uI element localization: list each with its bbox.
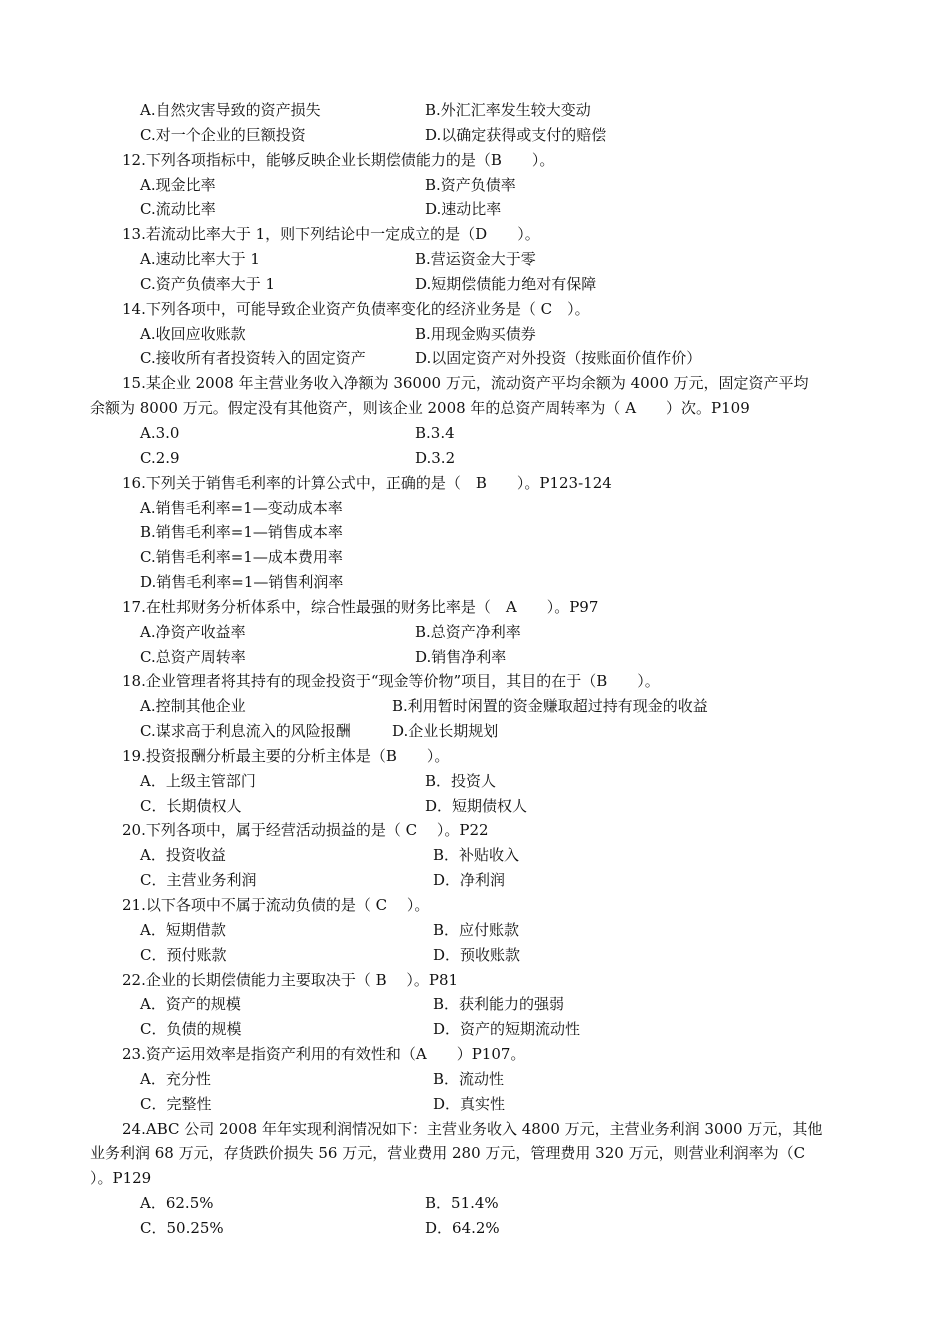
option-row [0,570,950,595]
option-a: A．短期借款 [140,920,226,939]
question-stem: 17.在杜邦财务分析体系中，综合性最强的财务比率是（ A ）。P97 [122,597,599,616]
option-d: D.以确定获得或支付的赔偿 [425,125,607,144]
question-stem: 24.ABC 公司 2008 年年实现利润情况如下：主营业务收入 4800 万元，主营业务利润 3000 万元，其他 [122,1119,823,1138]
option-row [0,1017,950,1042]
option-a: A．资产的规模 [140,995,241,1014]
option-row [0,520,950,545]
option-d: D.速动比率 [425,200,502,219]
option-row [0,496,950,521]
option-a: A．充分性 [140,1069,211,1088]
option-row [0,173,950,198]
option-row [0,421,950,446]
option-d: D.以固定资产对外投资（按账面价值作价） [415,349,702,368]
option-row [0,1191,950,1216]
option-d: D.3.2 [415,448,456,467]
option-c: C.对一个企业的巨额投资 [140,125,306,144]
question-stem-continued: 余额为 8000 万元。假定没有其他资产，则该企业 2008 年的总资产周转率为（ A ）次。P109 [90,399,750,418]
option-row [0,346,950,371]
option-a: A.控制其他企业 [140,697,246,716]
option-row [0,943,950,968]
option-row [0,1216,950,1241]
option-b: B.用现金购买债券 [415,324,536,343]
option-c: C.2.9 [140,448,180,467]
option-row [0,197,950,222]
question-stem: 14.下列各项中，可能导致企业资产负债率变化的经济业务是（ C ）。 [122,299,590,318]
option-d: D．真实性 [433,1094,506,1113]
option-b: B.外汇汇率发生较大变动 [425,101,591,119]
option-c: C.流动比率 [140,200,216,219]
question-stem: 21.以下各项中不属于流动负债的是（ C ）。 [122,896,430,914]
option-c: C.资产负债率大于 1 [140,274,276,293]
option-d: D．预收账款 [433,945,521,964]
option-c: C.谋求高于利息流入的风险报酬 [140,722,351,741]
option-b: B.3.4 [415,423,455,442]
question-stem: 20.下列各项中，属于经营活动损益的是（ C ）。P22 [122,821,489,840]
option-row [0,1067,950,1092]
option-d: D．净利润 [433,871,506,890]
option-a: A.收回应收账款 [140,324,246,343]
question-stem: 13.若流动比率大于 1，则下列结论中一定成立的是（D ）。 [122,225,540,244]
option-b: B．51.4% [425,1194,499,1213]
option-b: B.资产负债率 [425,175,516,194]
option-row [0,645,950,670]
option-a: A.自然灾害导致的资产损失 [140,101,321,119]
option-d: D.企业长期规划 [392,722,499,741]
option-a: A．62.5% [140,1194,214,1213]
option-row [0,694,950,719]
option-b: B．投资人 [425,771,497,790]
option-a: A.速动比率大于 1 [140,250,260,269]
question-stem: 23.资产运用效率是指资产利用的有效性和（A ）P107。 [122,1045,526,1064]
option-d: D．短期债权人 [425,796,528,815]
option-d: D．64.2% [425,1218,500,1237]
question-stem-continued: 业务利润 68 万元，存货跌价损失 56 万元，营业费用 280 万元，管理费用 320 万元，则营业利润率为（C [90,1144,806,1163]
option-c: C．预付账款 [140,945,227,964]
option-c: C．主营业务利润 [140,871,257,890]
option-b: B．获利能力的强弱 [433,995,565,1014]
option-row [0,918,950,943]
option-row [0,446,950,471]
option-a: A.3.0 [140,423,180,442]
option-row [0,868,950,893]
option-row [0,843,950,868]
option-b: B．应付账款 [433,920,520,939]
option-c: C.接收所有者投资转入的固定资产 [140,349,366,368]
option-d: D.销售净利率 [415,647,507,666]
option-row [0,769,950,794]
option-row [0,620,950,645]
option-b: B．补贴收入 [433,846,520,865]
option-c: C.总资产周转率 [140,647,246,666]
option-row [0,247,950,272]
exam-page [0,98,950,1241]
option-d: D.短期偿债能力绝对有保障 [415,274,597,293]
question-stem: 12.下列各项指标中，能够反映企业长期偿债能力的是（B ）。 [122,150,555,169]
option-row [0,1092,950,1117]
option-row [0,322,950,347]
option-b: B.销售毛利率=1—销售成本率 [140,523,343,542]
option-c: C．负债的规模 [140,1020,242,1039]
question-stem: 16.下列关于销售毛利率的计算公式中，正确的是（ B ）。P123-124 [122,473,612,492]
option-row [0,992,950,1017]
option-row [0,545,950,570]
option-row [0,272,950,297]
question-stem: 15.某企业 2008 年主营业务收入净额为 36000 万元，流动资产平均余额为 4000 万元，固定资产平均 [122,374,809,393]
option-row [0,98,950,123]
option-d: D．资产的短期流动性 [433,1020,581,1039]
option-a: A.净资产收益率 [140,622,246,641]
question-stem: 19.投资报酬分析最主要的分析主体是（B ）。 [122,746,450,765]
option-a: A.现金比率 [140,175,216,194]
option-c: C．50.25% [140,1218,224,1237]
option-a: A．上级主管部门 [140,771,256,790]
option-c: C．完整性 [140,1094,212,1113]
question-stem-continued: ）。P129 [90,1169,152,1188]
option-b: B.利用暂时闲置的资金赚取超过持有现金的收益 [392,697,708,716]
option-row [0,794,950,819]
option-a: A.销售毛利率=1—变动成本率 [140,498,343,517]
option-a: A．投资收益 [140,846,226,865]
option-b: B.营运资金大于零 [415,250,536,269]
option-b: B.总资产净利率 [415,622,521,641]
question-stem: 22.企业的长期偿债能力主要取决于（ B ）。P81 [122,970,459,989]
option-c: C.销售毛利率=1—成本费用率 [140,548,343,567]
option-row [0,123,950,148]
option-row [0,719,950,744]
question-stem: 18.企业管理者将其持有的现金投资于“现金等价物”项目，其目的在于（B ）。 [122,672,660,691]
option-d: D.销售毛利率=1—销售利润率 [140,573,344,592]
option-c: C．长期债权人 [140,796,242,815]
option-b: B．流动性 [433,1069,505,1088]
